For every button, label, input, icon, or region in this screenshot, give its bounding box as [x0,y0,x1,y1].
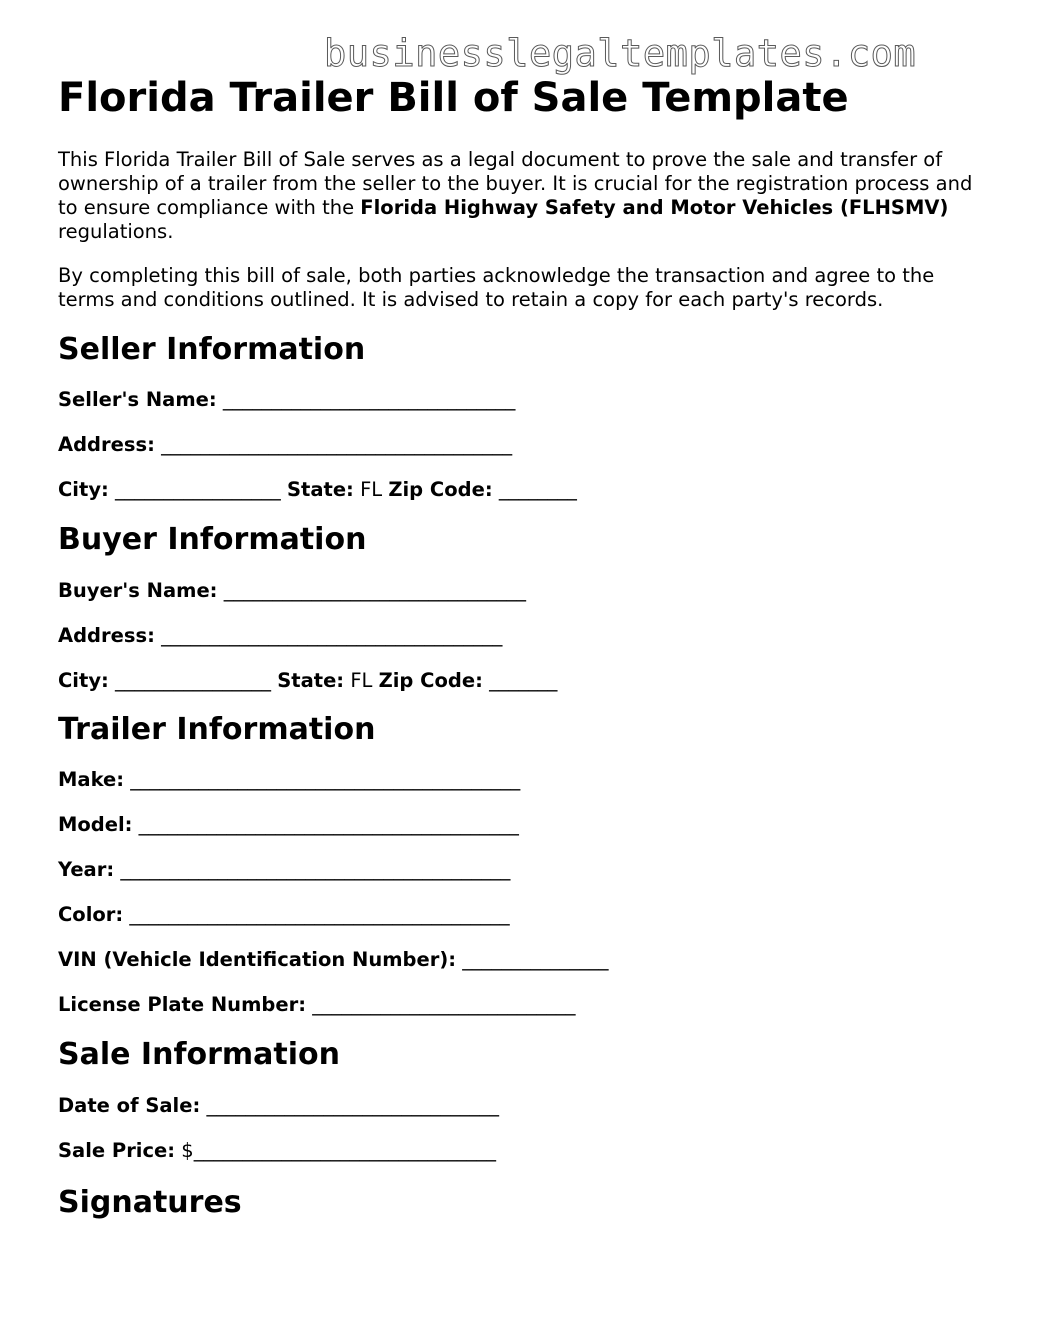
buyer-name-label: Buyer's Name: [58,579,218,602]
seller-name-field[interactable] [58,388,988,412]
seller-address-blank[interactable]: ____________________________________ [161,433,513,456]
seller-name-blank[interactable]: ______________________________ [222,388,516,411]
acknowledgement-paragraph: By completing this bill of sale, both parties acknowledge the transaction and agree to the terms and conditions outlined. It is advised to retain a copy for each party's records. [58,264,935,311]
document-body [58,74,988,1221]
make-label: Make: [58,768,125,791]
buyer-name-blank[interactable]: _______________________________ [223,579,526,602]
seller-state-label: State: [286,478,354,501]
buyer-address-label: Address: [58,624,155,647]
buyer-heading: Buyer Information [58,522,367,557]
license-plate-blank[interactable]: ___________________________ [312,993,576,1016]
date-of-sale-label: Date of Sale: [58,1094,201,1117]
vin-field[interactable] [58,948,988,972]
buyer-name-field[interactable] [58,579,988,603]
sale-price-prefix: $ [181,1139,194,1162]
buyer-state-value: FL [350,669,373,692]
document-title: Florida Trailer Bill of Sale Template [58,75,849,121]
intro-paragraph [58,148,988,244]
sale-heading: Sale Information [58,1037,340,1072]
year-blank[interactable]: ________________________________________ [120,858,511,881]
seller-address-field[interactable] [58,433,988,457]
buyer-state-label: State: [277,669,345,692]
model-label: Model: [58,813,133,836]
sale-price-blank[interactable]: _______________________________ [193,1139,496,1162]
intro-text-end: regulations. [58,220,174,243]
buyer-address-blank[interactable]: ___________________________________ [161,624,503,647]
seller-state-value: FL [360,478,383,501]
vin-label: VIN (Vehicle Identification Number): [58,948,457,971]
buyer-city-blank[interactable]: ________________ [115,669,272,692]
buyer-city-state-zip-field[interactable] [58,669,988,693]
color-field[interactable] [58,903,988,927]
model-blank[interactable]: _______________________________________ [138,813,519,836]
signatures-heading: Signatures [58,1185,242,1220]
date-of-sale-field[interactable] [58,1094,988,1118]
vin-blank[interactable]: _______________ [462,948,609,971]
year-field[interactable] [58,858,988,882]
sale-price-field[interactable] [58,1139,988,1163]
intro-text-bold: Florida Highway Safety and Motor Vehicles (FLHSMV) [360,196,949,219]
intro-text-start: This Florida Trailer Bill of Sale serves as a legal document to prove the sale and transfer of ownership of a trailer from the seller to the buyer. It is crucial for the registration process and to ensure compliance with the [58,148,973,219]
sale-price-label: Sale Price: [58,1139,176,1162]
make-blank[interactable]: ________________________________________ [130,768,521,791]
license-plate-field[interactable] [58,993,988,1017]
watermark: businesslegaltemplates.com [324,32,917,75]
seller-heading: Seller Information [58,332,366,367]
model-field[interactable] [58,813,988,837]
buyer-city-label: City: [58,669,109,692]
seller-name-label: Seller's Name: [58,388,217,411]
buyer-address-field[interactable] [58,624,988,648]
trailer-heading: Trailer Information [58,712,376,747]
color-blank[interactable]: _______________________________________ [129,903,510,926]
date-of-sale-blank[interactable]: ______________________________ [206,1094,499,1117]
buyer-zip-label: Zip Code: [378,669,483,692]
seller-city-blank[interactable]: _________________ [115,478,281,501]
buyer-zip-blank[interactable]: _______ [489,669,558,692]
seller-address-label: Address: [58,433,155,456]
seller-zip-blank[interactable]: ________ [498,478,577,501]
license-plate-label: License Plate Number: [58,993,306,1016]
seller-city-state-zip-field[interactable] [58,478,988,502]
year-label: Year: [58,858,115,881]
seller-zip-label: Zip Code: [388,478,493,501]
seller-city-label: City: [58,478,109,501]
make-field[interactable] [58,768,988,792]
color-label: Color: [58,903,124,926]
